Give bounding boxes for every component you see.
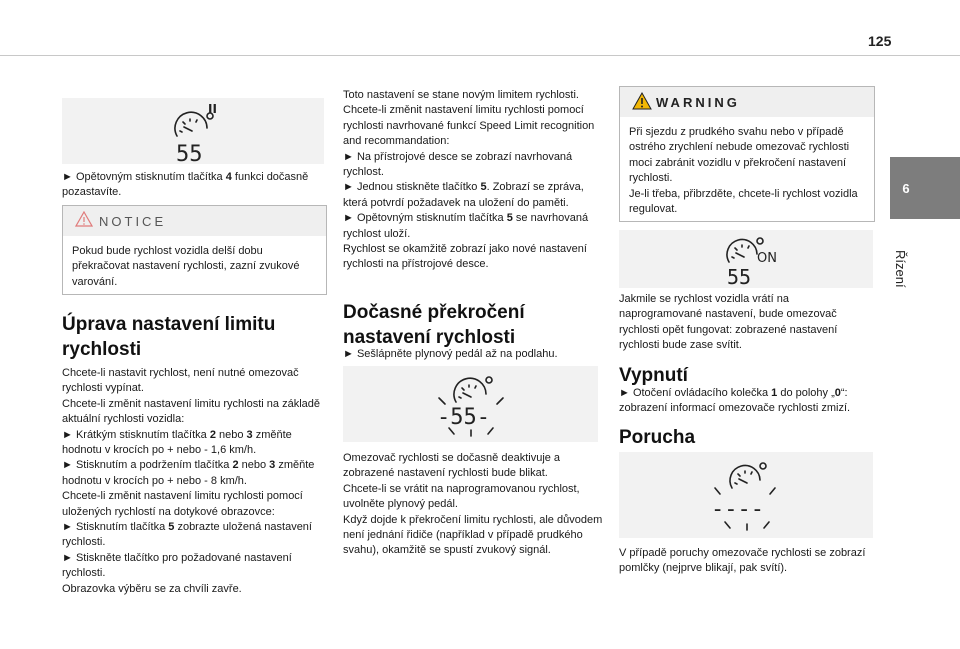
notice-label: NOTICE [99, 214, 167, 229]
warning-text: Při sjezdu z prudkého svahu nebo v případě ostrého zrychlení nebude omezovač rychlosti moci zabránit vozidlu v překročení nastavení rychlosti. Je-li třeba, přibrzděte, chcete-li rychlost vozidla regulovat. [629, 126, 858, 216]
override-section-body: Omezovač rychlosti se dočasně deaktivuje a zobrazené nastavení rychlosti bude blikat. Chcete-li se vrátit na naprogramovanou rychlost, uvolněte plynový pedál. Když dojde k překročení limitu rychlosti, ale důvodem není jednání řidiče (například v případě prudkého svahu), okamžitě se spustí zvukový signál. [343, 452, 603, 557]
speedometer-flashing-icon [343, 366, 598, 442]
section-heading-adjust: Úprava nastavení limitu rychlosti [62, 314, 276, 360]
adjust-section-body: Chcete-li nastavit rychlost, není nutné omezovač rychlosti vypínat. Chcete-li změnit nastavení limitu rychlosti na základě aktuální rychlosti vozidla: ► Krátkým stisknutím tlačítka 2 nebo 3 změňte hodnotu v krocích po + nebo - 1,6 km/h. ► Stisknutím a podržením tlačítka 2 nebo 3 změňte hodnotu v krocích po + nebo - 8 km/h. Chcete-li změnit nastavení limitu rychlosti pomocí uložených rychlostí na dotykové obrazovce: ► Stisknutím tlačítka 5 zobrazte uložená nastavení rychlosti. ► Stiskněte tlačítko pro požadované nastavení rychlosti. Obrazovka výběru se za chvíli zavře. [62, 367, 321, 595]
warning-triangle-icon [632, 92, 652, 110]
speedometer-icon [62, 98, 324, 164]
speedometer-fault-icon [619, 452, 873, 538]
warning-label: WARNING [656, 95, 740, 110]
notice-box [62, 205, 327, 295]
speed-limiter-flashing-figure [343, 366, 598, 442]
page-number: 125 [868, 33, 892, 49]
notice-text: Pokud bude rychlost vozidla delší dobu překračovat nastavení rychlosti, zazní zvukové varování. [72, 245, 300, 288]
malfunction-text: V případě poruchy omezovače rychlosti se zobrazí pomlčky (nejprve blikají, pak svítí). [619, 547, 866, 575]
speed-limiter-paused-figure [62, 98, 324, 164]
section-heading-off: Vypnutí [619, 365, 688, 386]
header-divider [0, 55, 960, 56]
step-pause-text: ► Opětovným stisknutím tlačítka 4 funkci dočasně pozastavíte. [62, 171, 309, 199]
speed-digits: 55 [176, 142, 203, 164]
on-speed-digits: 55 [727, 265, 752, 288]
pause-symbol: II [208, 102, 217, 116]
speedometer-on-icon [619, 230, 873, 288]
suggested-speed-section-body: Toto nastavení se stane novým limitem rychlosti. Chcete-li změnit nastavení limitu rychlosti pomocí rychlosti navrhované funkcí Speed Limit recognition and recommandation: ► Na přístrojové desce se zobrazí navrhovaná rychlost. ► Jednou stiskněte tlačítko 5. Zobrazí se zpráva, která potvrdí požadavek na uložení do paměti. ► Opětovným stisknutím tlačítka 5 se navrhovaná rychlost uloží. Rychlost se okamžitě zobrazí jako nové nastavení rychlosti na přístrojové desce. [343, 89, 595, 271]
on-label: ON [757, 251, 777, 266]
resume-text: Jakmile se rychlost vozidla vrátí na naprogramované nastavení, bude omezovač rychlosti opět fungovat: zobrazené nastavení rychlosti bude zase svítit. [619, 293, 838, 352]
warning-box [619, 86, 875, 222]
speed-limiter-on-figure [619, 230, 873, 288]
fault-dashes: ---- [711, 497, 764, 522]
switch-off-text: ► Otočení ovládacího kolečka 1 do polohy „0“: zobrazení informací omezovače rychlosti zmizí. [619, 387, 851, 415]
speed-limiter-fault-figure [619, 452, 873, 538]
notice-triangle-icon [75, 211, 93, 227]
chapter-number: 6 [902, 181, 910, 196]
flashing-speed-digits: -55- [437, 405, 490, 430]
chapter-title: Řízení [893, 250, 908, 288]
section-heading-malfunction: Porucha [619, 427, 696, 448]
section-heading-temporary-override: Dočasné překročení nastavení rychlosti [343, 302, 525, 348]
step-press-pedal: ► Sešlápněte plynový pedál až na podlahu. [343, 348, 558, 360]
